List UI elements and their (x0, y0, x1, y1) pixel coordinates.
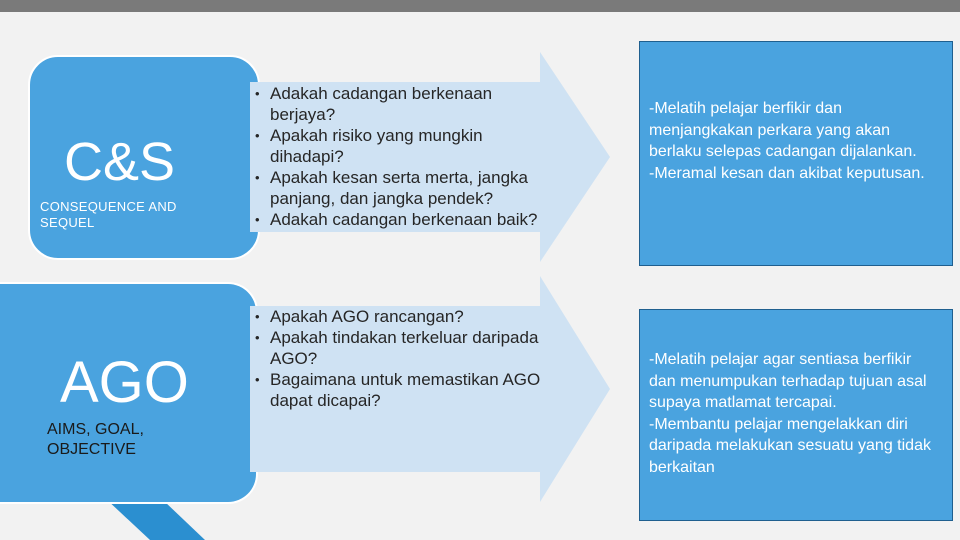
ago-subtitle: AIMS, GOAL, OBJECTIVE (47, 421, 144, 458)
cs-subtitle: CONSEQUENCE AND SEQUEL (40, 199, 177, 231)
cs-question-item: • Apakah kesan serta merta, jangka panjang, dan jangka pendek? (255, 167, 555, 209)
ago-questions (255, 306, 565, 411)
cs-questions (255, 83, 555, 230)
ago-question-item: • Apakah AGO rancangan? (255, 306, 565, 327)
cs-outcome-line: -Melatih pelajar berfikir dan menjangkakan perkara yang akan berlaku selepas cadangan dijalankan. (649, 100, 917, 160)
cs-question-item: • Adakah cadangan berkenaan baik? (255, 209, 555, 230)
ago-question-item: • Bagaimana untuk memastikan AGO dapat dicapai? (255, 369, 565, 411)
ago-acronym-box (0, 282, 258, 504)
cs-question-item: • Adakah cadangan berkenaan berjaya? (255, 83, 555, 125)
cs-acronym: C&S (64, 132, 176, 192)
ago-outcome-box (639, 309, 953, 521)
ago-outcome-line: -Membantu pelajar mengelakkan diri daripada melakukan sesuatu yang tidak berkaitan (649, 415, 931, 476)
cs-question-item: • Apakah risiko yang mungkin dihadapi? (255, 125, 555, 167)
cs-acronym-box (28, 55, 260, 260)
ago-question-item: • Apakah tindakan terkeluar daripada AGO? (255, 327, 565, 369)
ago-outcome-line: -Melatih pelajar agar sentiasa berfikir dan menumpukan terhadap tujuan asal supaya matlamat tercapai. (649, 351, 927, 411)
cs-outcome-box (639, 41, 953, 266)
cs-outcome-line: -Meramal kesan dan akibat keputusan. (649, 164, 925, 182)
ago-acronym: AGO (60, 350, 189, 415)
